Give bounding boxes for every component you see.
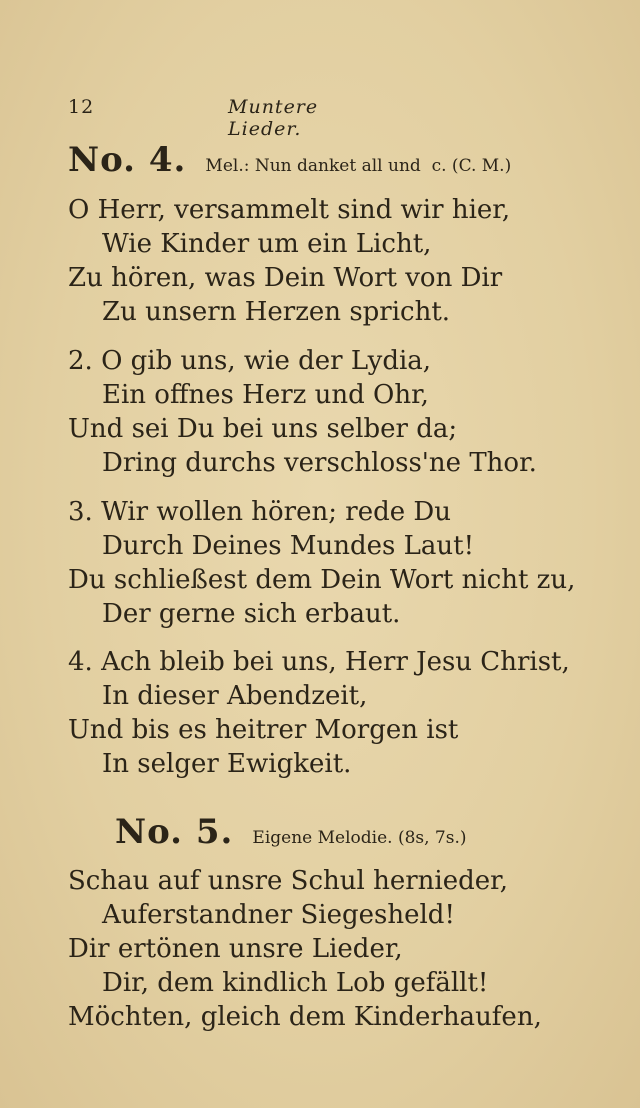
hymn-4-line-16: In selger Ewigkeit. [102,749,352,779]
hymn-5-line-4: Dir, dem kindlich Lob gefällt! [102,968,489,998]
hymn-4-line-3: Zu hören, was Dein Wort von Dir [68,263,503,293]
hymn-4-line-8: Dring durchs verschloss'ne Thor. [102,448,537,478]
hymn-5-line-1: Schau auf unsre Schul hernieder, [68,866,508,896]
hymn-4-number: No. 4. [68,140,187,180]
hymn-5-header [115,812,467,852]
running-head [68,96,388,140]
hymn-4-line-12: Der gerne sich erbaut. [102,599,401,629]
hymn-5-melody: Eigene Melodie. (8s, 7s.) [252,828,467,848]
hymn-4-line-6: Ein offnes Herz und Ohr, [102,380,429,410]
hymn-4-line-4: Zu unsern Herzen spricht. [102,297,451,327]
hymn-4-line-10: Durch Deines Mundes Laut! [102,531,475,561]
page-number: 12 [68,96,95,118]
hymn-4-header [68,140,511,180]
hymn-4-line-13: 4. Ach bleib bei uns, Herr Jesu Christ, [68,647,570,677]
hymn-5-number: No. 5. [115,812,234,852]
hymn-4-melody: Mel.: Nun danket all und c. (C. M.) [205,156,512,176]
hymn-4-line-11: Du schließest dem Dein Wort nicht zu, [68,565,576,595]
hymn-5-line-3: Dir ertönen unsre Lieder, [68,934,403,964]
hymn-4-line-1: O Herr, versammelt sind wir hier, [68,195,511,225]
hymn-4-line-9: 3. Wir wollen hören; rede Du [68,497,451,527]
hymn-4-line-5: 2. O gib uns, wie der Lydia, [68,346,432,376]
hymn-4-line-2: Wie Kinder um ein Licht, [102,229,432,259]
hymn-4-line-7: Und sei Du bei uns selber da; [68,414,458,444]
hymn-4-line-14: In dieser Abendzeit, [102,681,368,711]
hymn-5-line-2: Auferstandner Siegesheld! [102,900,455,930]
running-head-title: Muntere Lieder. [228,96,319,140]
hymn-5-line-5: Möchten, gleich dem Kinderhaufen, [68,1002,542,1032]
hymn-4-line-15: Und bis es heitrer Morgen ist [68,715,459,745]
